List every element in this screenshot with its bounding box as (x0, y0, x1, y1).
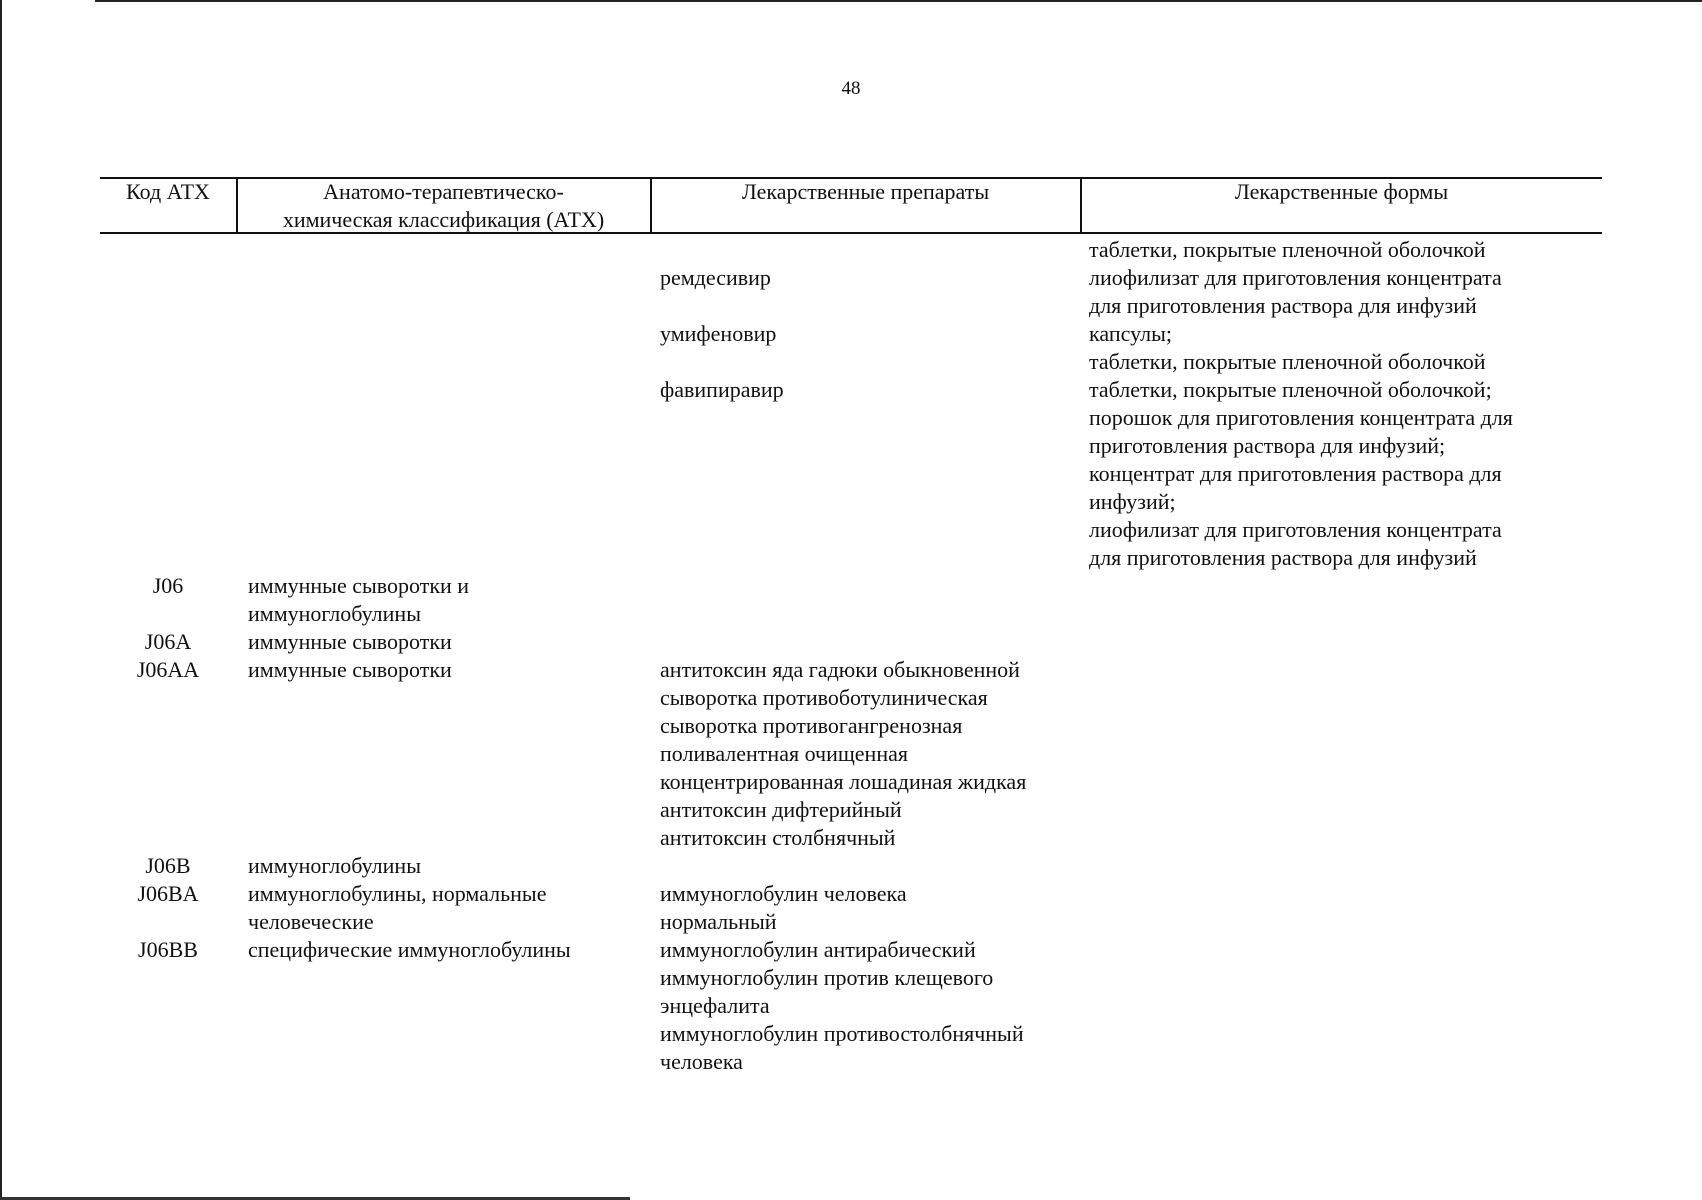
drug-line: антитоксин яда гадюки обыкновенной (660, 657, 1020, 682)
form-line: приготовления раствора для инфузий; (1089, 433, 1446, 458)
form-line: для приготовления раствора для инфузий (1089, 293, 1477, 318)
atc-code-j06bb: J06BB (138, 937, 198, 962)
form-line: капсулы; (1089, 321, 1172, 346)
drug-line: иммуноглобулин антирабический (660, 937, 976, 962)
drug-line: иммуноглобулин противостолбнячный (660, 1021, 1024, 1046)
header-forms: Лекарственные формы (1234, 179, 1449, 204)
drug-umifenovir: умифеновир (660, 321, 777, 346)
form-line: лиофилизат для приготовления концентрата (1089, 265, 1502, 290)
classification-line: человеческие (248, 909, 374, 934)
classification-line: иммунные сыворотки и (248, 573, 470, 598)
drug-line: сыворотка противоботулиническая (660, 685, 988, 710)
form-line: для приготовления раствора для инфузий (1089, 545, 1477, 570)
form-line: таблетки, покрытые пленочной оболочкой (1089, 237, 1486, 262)
atc-code-j06: J06 (152, 573, 184, 598)
drug-line: человека (660, 1049, 743, 1074)
form-line: таблетки, покрытые пленочной оболочкой (1089, 349, 1486, 374)
atc-code-j06a: J06A (144, 629, 192, 654)
header-classification (237, 178, 650, 234)
classification-line: иммуноглобулины, нормальные (248, 881, 547, 906)
drug-line: антитоксин дифтерийный (660, 797, 902, 822)
classification-line: специфические иммуноглобулины (248, 937, 571, 962)
classification-line: иммунные сыворотки (248, 657, 452, 682)
drug-line: иммуноглобулин против клещевого (660, 965, 994, 990)
page-number: 48 (841, 78, 861, 99)
header-code: Код АТХ (126, 179, 210, 204)
atc-code-j06b: J06B (145, 853, 191, 878)
drug-line: концентрированная лошадиная жидкая (660, 769, 1027, 794)
drug-line: антитоксин столбнячный (660, 825, 896, 850)
atc-code-j06aa: J06AA (136, 657, 200, 682)
atc-code-j06ba: J06BA (137, 881, 199, 906)
header-classification-line1: Анатомо-терапевтическо- (323, 179, 564, 204)
scan-edge-top (95, 0, 1702, 2)
classification-line: иммуноглобулины (248, 601, 421, 626)
form-line: таблетки, покрытые пленочной оболочкой; (1089, 377, 1492, 402)
drug-line: поливалентная очищенная (660, 741, 908, 766)
form-line: порошок для приготовления концентрата для (1089, 405, 1513, 430)
drug-favipiravir: фавипиравир (660, 377, 784, 402)
drug-line: сыворотка противогангренозная (660, 713, 963, 738)
header-classification-line2: химическая классификация (АТХ) (282, 207, 605, 232)
drug-remdesivir: ремдесивир (660, 265, 771, 290)
form-line: концентрат для приготовления раствора для (1089, 461, 1502, 486)
form-line: инфузий; (1089, 489, 1176, 514)
drug-line: нормальный (660, 909, 777, 934)
classification-line: иммуноглобулины (248, 853, 421, 878)
classification-line: иммунные сыворотки (248, 629, 452, 654)
drug-line: энцефалита (660, 993, 770, 1018)
drug-line: иммуноглобулин человека (660, 881, 907, 906)
scan-edge-left (0, 0, 2, 1200)
form-line: лиофилизат для приготовления концентрата (1089, 517, 1502, 542)
header-drugs: Лекарственные препараты (741, 179, 990, 204)
